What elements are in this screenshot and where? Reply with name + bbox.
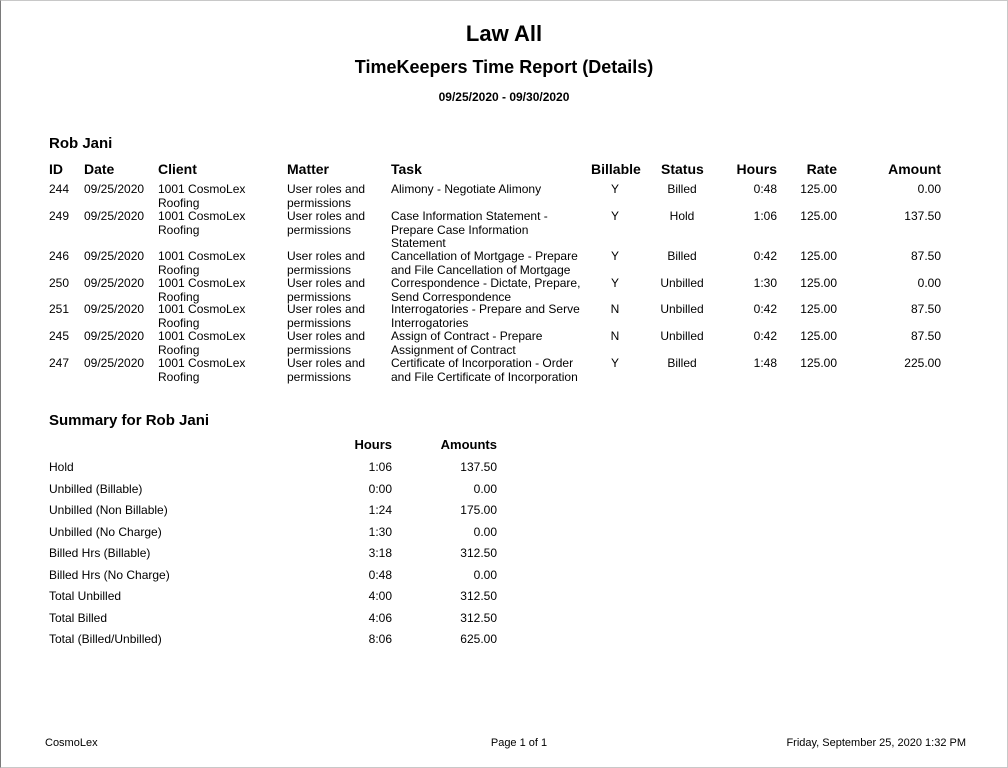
cell-rate: 125.00 (800, 356, 837, 370)
cell-amount: 225.00 (904, 356, 941, 370)
summary-label: Unbilled (Billable) (49, 481, 143, 496)
cell-client: 1001 CosmoLex Roofing (158, 276, 246, 304)
cell-rate: 125.00 (800, 276, 837, 290)
cell-billable: N (610, 329, 620, 343)
cell-rate: 125.00 (800, 302, 837, 316)
summary-hours: 8:06 (368, 632, 392, 646)
cell-matter: User roles and permissions (287, 329, 366, 357)
summary-amount: 0.00 (473, 481, 497, 496)
footer-timestamp: Friday, September 25, 2020 1:32 PM (786, 737, 966, 749)
cell-date: 09/25/2020 (84, 302, 145, 316)
summary-label: Total Unbilled (49, 589, 122, 603)
cell-id: 244 (49, 182, 70, 196)
cell-date: 09/25/2020 (84, 356, 145, 370)
cell-id: 245 (49, 329, 70, 343)
cell-client: 1001 CosmoLex Roofing (158, 182, 246, 210)
cell-date: 09/25/2020 (84, 329, 145, 343)
summary-hours: 0:48 (368, 567, 392, 582)
cell-status: Unbilled (660, 276, 704, 290)
column-header-date: Date (84, 161, 115, 177)
summary-header-hours: Hours (354, 437, 392, 452)
report-firm-name: Law All (465, 21, 543, 46)
cell-billable: Y (610, 182, 619, 196)
column-header-matter: Matter (287, 161, 330, 177)
column-header-hours: Hours (736, 161, 777, 177)
column-header-amount: Amount (888, 161, 941, 177)
column-header-rate: Rate (806, 161, 837, 177)
cell-id: 249 (49, 209, 70, 223)
summary-amount: 175.00 (460, 503, 497, 517)
column-header-client: Client (158, 161, 197, 177)
cell-hours: 0:42 (753, 249, 777, 263)
summary-hours: 3:18 (368, 546, 392, 560)
cell-id: 251 (49, 302, 70, 316)
cell-matter: User roles and permissions (287, 182, 366, 210)
cell-billable: Y (610, 209, 619, 223)
cell-hours: 1:48 (753, 356, 777, 370)
cell-billable: Y (610, 276, 619, 290)
summary-hours: 1:30 (368, 524, 392, 539)
cell-status: Unbilled (660, 302, 704, 316)
summary-hours: 1:24 (368, 503, 392, 517)
cell-matter: User roles and permissions (287, 249, 366, 277)
cell-matter: User roles and permissions (287, 356, 366, 384)
summary-label: Billed Hrs (Billable) (49, 546, 151, 560)
cell-client: 1001 CosmoLex Roofing (158, 329, 246, 357)
cell-id: 247 (49, 356, 70, 370)
cell-task: Cancellation of Mortgage - Prepare and File Cancellation of Mortgage (391, 249, 578, 277)
summary-amount: 0.00 (473, 567, 497, 582)
summary-label: Unbilled (Non Billable) (49, 503, 168, 517)
summary-amount: 312.50 (460, 546, 497, 560)
cell-status: Billed (667, 182, 697, 196)
summary-hours: 0:00 (368, 481, 392, 496)
cell-rate: 125.00 (800, 209, 837, 223)
cell-client: 1001 CosmoLex Roofing (158, 209, 246, 237)
report-date-range: 09/25/2020 - 09/30/2020 (438, 90, 570, 104)
column-header-task: Task (391, 161, 422, 177)
summary-amount: 312.50 (460, 610, 497, 625)
report-title: TimeKeepers Time Report (Details) (354, 57, 654, 77)
summary-amount: 625.00 (460, 632, 497, 646)
summary-amount: 312.50 (460, 589, 497, 603)
cell-amount: 0.00 (917, 276, 941, 290)
column-header-id: ID (49, 161, 63, 177)
cell-date: 09/25/2020 (84, 276, 145, 290)
cell-task: Assign of Contract - Prepare Assignment of Contract (391, 329, 543, 357)
cell-matter: User roles and permissions (287, 276, 366, 304)
timekeeper-name: Rob Jani (49, 135, 113, 152)
cell-amount: 87.50 (910, 302, 941, 316)
column-header-status: Status (661, 161, 704, 177)
cell-rate: 125.00 (800, 249, 837, 263)
column-header-billable: Billable (591, 161, 641, 177)
cell-task: Correspondence - Dictate, Prepare, Send Correspondence (391, 276, 581, 304)
cell-id: 246 (49, 249, 70, 263)
cell-date: 09/25/2020 (84, 209, 145, 223)
summary-label: Unbilled (No Charge) (49, 524, 162, 539)
cell-rate: 125.00 (800, 329, 837, 343)
cell-rate: 125.00 (800, 182, 837, 196)
cell-client: 1001 CosmoLex Roofing (158, 302, 246, 330)
cell-billable: N (610, 302, 620, 316)
cell-status: Billed (667, 356, 697, 370)
cell-amount: 137.50 (904, 209, 941, 223)
cell-amount: 0.00 (917, 182, 941, 196)
cell-amount: 87.50 (910, 249, 941, 263)
summary-hours: 4:00 (368, 589, 392, 603)
cell-hours: 1:06 (753, 209, 777, 223)
cell-matter: User roles and permissions (287, 209, 366, 237)
cell-date: 09/25/2020 (84, 182, 145, 196)
cell-task: Interrogatories - Prepare and Serve Interrogatories (391, 302, 580, 330)
cell-id: 250 (49, 276, 70, 290)
cell-task: Case Information Statement - Prepare Case Information Statement (391, 209, 548, 250)
summary-header-amounts: Amounts (440, 437, 497, 452)
cell-hours: 1:30 (753, 276, 777, 290)
summary-label: Billed Hrs (No Charge) (49, 567, 170, 582)
summary-hours: 4:06 (368, 610, 392, 625)
footer-page-number: Page 1 of 1 (490, 737, 548, 749)
cell-status: Hold (669, 209, 695, 223)
footer-app-name: CosmoLex (45, 737, 98, 749)
summary-label: Total (Billed/Unbilled) (49, 632, 162, 646)
cell-client: 1001 CosmoLex Roofing (158, 249, 246, 277)
summary-label: Total Billed (49, 610, 108, 625)
cell-status: Billed (667, 249, 697, 263)
cell-client: 1001 CosmoLex Roofing (158, 356, 246, 384)
cell-amount: 87.50 (910, 329, 941, 343)
cell-hours: 0:42 (753, 329, 777, 343)
summary-title: Summary for Rob Jani (49, 412, 210, 429)
cell-hours: 0:48 (753, 182, 777, 196)
cell-task: Certificate of Incorporation - Order and File Certificate of Incorporation (391, 356, 578, 384)
cell-task: Alimony - Negotiate Alimony (391, 182, 542, 196)
summary-hours: 1:06 (368, 460, 392, 474)
summary-amount: 137.50 (460, 460, 497, 474)
summary-label: Hold (49, 460, 74, 474)
cell-date: 09/25/2020 (84, 249, 145, 263)
cell-billable: Y (610, 249, 619, 263)
cell-hours: 0:42 (753, 302, 777, 316)
cell-billable: Y (610, 356, 619, 370)
cell-matter: User roles and permissions (287, 302, 366, 330)
cell-status: Unbilled (660, 329, 704, 343)
summary-amount: 0.00 (473, 524, 497, 539)
